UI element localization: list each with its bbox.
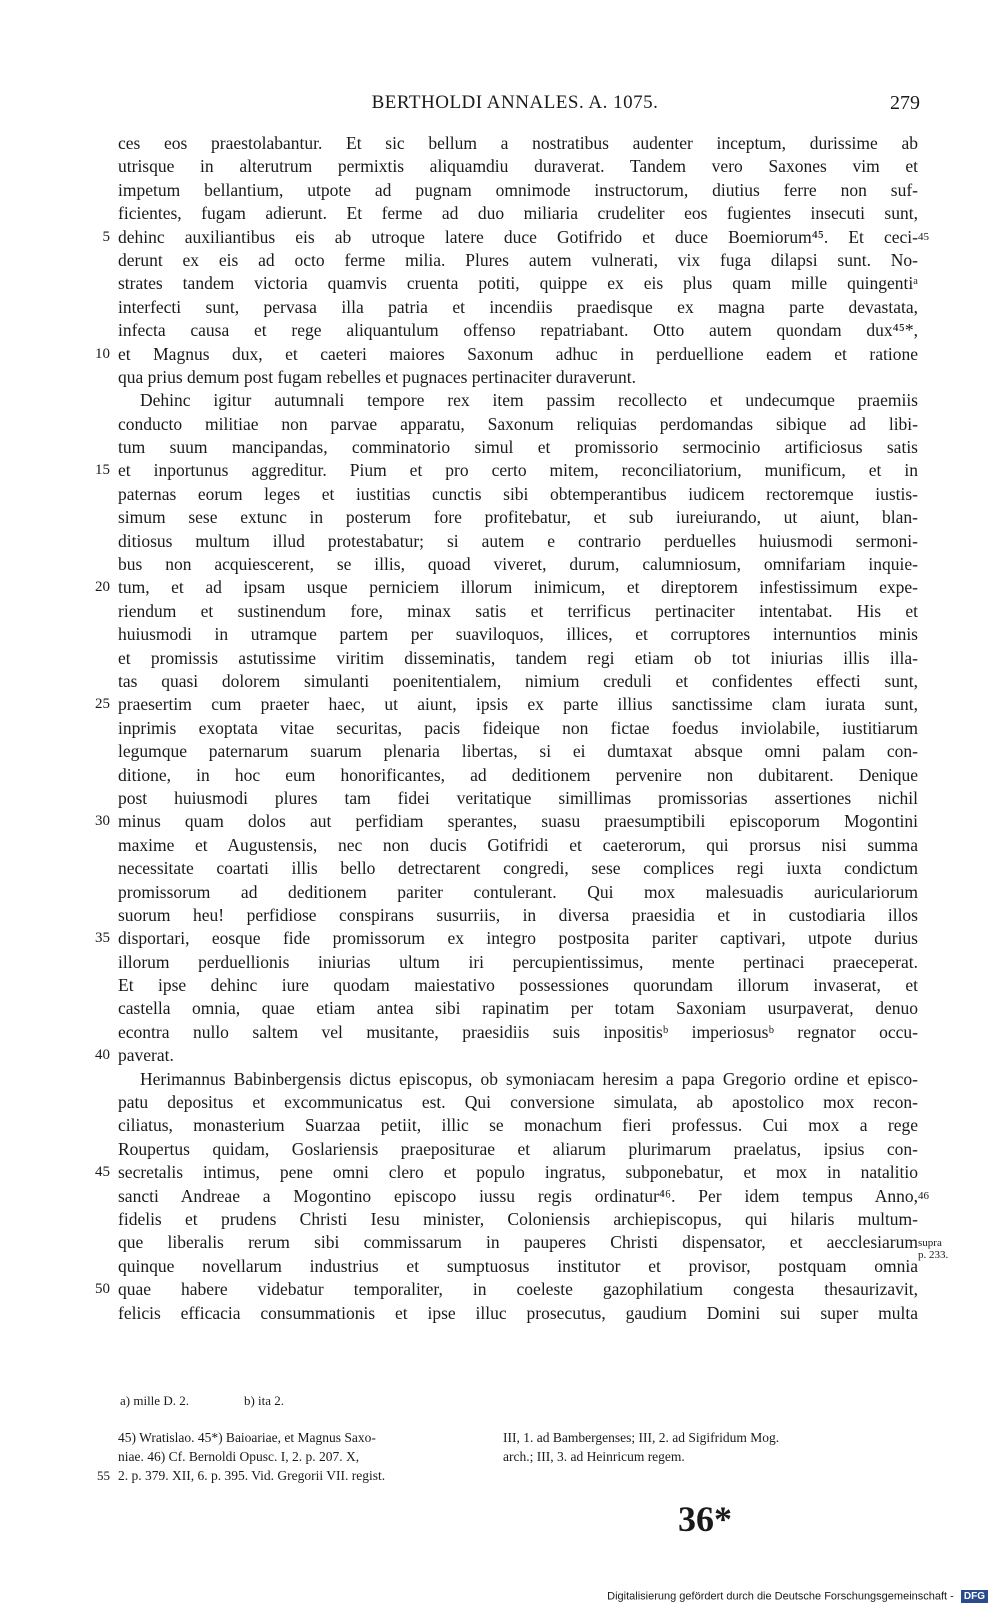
- text-line: [118, 1021, 918, 1044]
- line-number: 50: [95, 1281, 110, 1298]
- text-line: [118, 974, 918, 997]
- footnote-left-column: 2. p. 379. XII, 6. p. 395. Vid. Gregorii VII. regist.: [118, 1468, 386, 1483]
- margin-note: p. 233.: [918, 1248, 949, 1261]
- line-number: 40: [95, 1047, 110, 1064]
- line-text: huiusmodi in utramque partem per suaviloquos, illices, et corruptores internuntios minis: [118, 624, 918, 645]
- text-line: [118, 647, 918, 670]
- text-line: [95, 459, 918, 482]
- line-text: quinque novellarum industrius et sumptuosus institutor et provisor, postquam omnia: [118, 1255, 918, 1276]
- line-text: tum, et ad ipsam usque perniciem illorum inimicum, et direptorem infestissimum expe-: [118, 577, 918, 598]
- text-line: [95, 576, 918, 599]
- text-line: [95, 343, 918, 366]
- line-text: que liberalis rerum sibi commissarum in pauperes Christi dispensator, et aecclesiarum: [118, 1232, 918, 1253]
- footnote-left-column: niae. 46) Cf. Bernoldi Opusc. I, 2. p. 207. X,: [118, 1449, 360, 1464]
- line-text: simum sese extunc in posterum fore profitebatur, et sub iureiurando, ut aiunt, blan-: [118, 507, 918, 528]
- line-text: ditione, in hoc eum honorificantes, ad deditionem pervenire non dubitarent. Denique: [118, 764, 918, 785]
- line-text: maxime et Augustensis, nec non ducis Gotifridi et caeterorum, qui prorsus nisi summa: [118, 834, 918, 855]
- line-text: fidelis et prudens Christi Iesu minister, Coloniensis archiepiscopus, qui hilaris multum-: [118, 1208, 918, 1229]
- footnote-line: [118, 1428, 918, 1447]
- line-text: inprimis exoptata vitae securitas, pacis fideique non fictae foedus inviolabile, iustitiarum: [118, 717, 918, 738]
- credit-text: Digitalisierung gefördert durch die Deutsche Forschungsgemeinschaft -: [607, 1590, 954, 1603]
- line-number: 35: [95, 930, 110, 947]
- line-text: necessitate coartati illis bello detrectarent congredi, sese complices regi iuxta condictum: [118, 858, 918, 879]
- line-text: impetum bellantium, utpote ad pugnam omnimode instructorum, diutius ferre non suf-: [118, 179, 918, 200]
- line-text: secretalis intimus, pene omni clero et populo ingratus, subponebatur, et mox in natalitio: [118, 1162, 918, 1183]
- text-line: [118, 436, 918, 459]
- line-text: riendum et sustinendum fore, minax satis et terrificus pertinaciter intentabat. His et: [118, 600, 918, 621]
- text-line: [95, 693, 918, 716]
- line-text: tum suum mancipandas, comminatorio simul et promissorio sermocinio artificiosus satis: [118, 437, 918, 458]
- line-number: 15: [95, 462, 110, 479]
- line-text: paverat.: [118, 1045, 174, 1066]
- line-text: ficientes, fugam adierunt. Et ferme ad duo miliaria crudeliter eos fugientes insecuti sunt,: [118, 203, 918, 224]
- variant-readings: [120, 1393, 339, 1409]
- text-line: [118, 413, 918, 436]
- variant-note: b) ita 2.: [243, 1393, 285, 1408]
- line-text: praesertim cum praeter haec, ut aiunt, ipsis ex parte illius sanctissime clam iurata sunt,: [118, 694, 918, 715]
- text-line: [95, 1044, 918, 1067]
- text-line: [118, 132, 918, 155]
- footnote-line: [118, 1447, 918, 1466]
- line-number: 55: [97, 1468, 110, 1483]
- margin-note: supra: [918, 1236, 942, 1249]
- text-line: [118, 179, 918, 202]
- text-line: [118, 740, 918, 763]
- line-text: quae habere videbatur temporaliter, in coeleste gazophilatium congesta thesaurizavit,: [118, 1279, 918, 1300]
- line-text: patu depositus et excommunicatus est. Qui conversione simulata, ab apostolico mox recon-: [118, 1092, 918, 1113]
- text-line: [118, 1302, 918, 1325]
- text-line: [118, 997, 918, 1020]
- line-number: 25: [95, 696, 110, 713]
- footnotes: [97, 1428, 918, 1485]
- text-line: [118, 787, 918, 810]
- text-line: [118, 389, 918, 412]
- line-text: utrisque in alterutrum permixtis aliquamdiu duraverat. Tandem vero Saxones vim et: [118, 156, 918, 177]
- text-line: [118, 249, 918, 272]
- line-text: conducto militiae non parvae apparatu, Saxonum reliquias perdomandas sibique ad libi-: [118, 413, 918, 434]
- text-line: [118, 366, 918, 389]
- text-line: [118, 623, 918, 646]
- line-text: ditiosus multum illud protestabatur; si autem e contrario perduelles huiusmodi sermoni-: [118, 530, 918, 551]
- line-text: qua prius demum post fugam rebelles et pugnaces pertinaciter duraverunt.: [118, 366, 637, 387]
- footnote-right-column: arch.; III, 3. ad Heinricum regem.: [503, 1449, 685, 1464]
- margin-note: 45: [918, 230, 929, 243]
- text-line: [118, 1068, 918, 1091]
- text-line: [118, 834, 918, 857]
- text-line: [118, 272, 918, 295]
- line-text: illorum perduellionis iniurias ultum iri percupientissimus, mente pertinaci praeceperat.: [118, 951, 918, 972]
- line-text: post huiusmodi plures tam fidei veritatique simillimas promissorias assertiones nichil: [118, 787, 918, 808]
- line-number: 45: [95, 1164, 110, 1181]
- text-line: [118, 506, 918, 529]
- line-text: legumque paternarum suarum plenaria libertas, si ei dumtaxat absque omni palam con-: [118, 741, 918, 762]
- dfg-logo: DFG: [961, 1590, 988, 1603]
- page-number: 279: [890, 92, 920, 114]
- line-text: suorum heu! perfidiose conspirans susurriis, in diversa praesidia et in custodiaria illos: [118, 904, 918, 925]
- line-number: 5: [102, 228, 110, 245]
- text-line: [95, 1278, 918, 1301]
- text-line: [118, 764, 918, 787]
- line-text: et promissis astutissime viritim disseminatis, tandem regi etiam ob tot iniurias illis illa-: [118, 647, 918, 668]
- footnote-line: [97, 1466, 918, 1485]
- line-text: Herimannus Babinbergensis dictus episcopus, ob symoniacam heresim a papa Gregorio ordine et episco-: [140, 1068, 918, 1089]
- line-text: strates tandem victoria quamvis cruenta potiti, quippe ex eis plus quam mille quingentiᵃ: [118, 273, 918, 294]
- line-text: disportari, eosque fide promissorum ex integro postposita pariter captivari, utpote durius: [118, 928, 918, 949]
- text-line: [95, 927, 918, 950]
- text-line: [118, 857, 918, 880]
- line-text: et inportunus aggreditur. Pium et pro certo mitem, reconciliatorium, munificum, et in: [118, 460, 918, 481]
- text-line: [118, 1208, 918, 1231]
- footnote-right-column: III, 1. ad Bambergenses; III, 2. ad Sigifridum Mog.: [503, 1430, 780, 1445]
- text-line: [95, 1161, 918, 1184]
- line-number: 10: [95, 345, 110, 362]
- text-line: [102, 226, 918, 249]
- line-text: infecta causa et rege aliquantulum offenso repatriabant. Otto autem quondam dux⁴⁵*,: [118, 320, 918, 341]
- text-line: [118, 951, 918, 974]
- text-line: [118, 1185, 918, 1208]
- running-title: BERTHOLDI ANNALES. A. 1075.: [371, 92, 659, 113]
- main-text: [95, 132, 918, 1325]
- line-number: 30: [95, 813, 110, 830]
- line-text: ciliatus, monasterium Suarzaa petiit, illic se monachum fieri professus. Cui mox a rege: [118, 1115, 918, 1136]
- line-text: minus quam dolos aut perfidiam sperantes, suasu praesumptibili episcoporum Mogontini: [118, 811, 918, 832]
- margin-note: 46: [918, 1190, 929, 1202]
- line-text: promissorum ad deditionem pariter contulerant. Qui mox malesuadis auriculariorum: [118, 881, 918, 902]
- line-text: paternas eorum leges et iustitias cunctis sibi obtemperantibus iudicem rectoremque iustis-: [118, 483, 918, 504]
- line-text: Dehinc igitur autumnali tempore rex item passim recollecto et undecumque praemiis: [140, 390, 918, 411]
- text-line: [95, 810, 918, 833]
- running-header: [110, 92, 920, 118]
- text-line: [118, 296, 918, 319]
- text-line: [118, 1091, 918, 1114]
- line-text: derunt ex eis ad octo ferme milia. Plures autem vulnerati, vix fuga dilapsi sunt. No-: [118, 249, 918, 270]
- text-line: [118, 553, 918, 576]
- line-text: tas quasi dolorem simulanti poenitentialem, nimium creduli et confidentes effecti sunt,: [118, 670, 918, 691]
- line-text: sancti Andreae a Mogontino episcopo iussu regis ordinatur⁴⁶. Per idem tempus Anno,: [118, 1185, 918, 1206]
- text-line: [118, 1114, 918, 1137]
- text-line: [118, 881, 918, 904]
- line-text: dehinc auxiliantibus eis ab utroque latere duce Gotifrido et duce Boemiorum⁴⁵. Et ceci-: [118, 226, 918, 247]
- text-line: [118, 1138, 918, 1161]
- line-text: ces eos praestolabantur. Et sic bellum a nostratibus audenter inceptum, durissime ab: [118, 133, 918, 153]
- digitization-credit: [607, 1590, 988, 1603]
- line-text: econtra nullo saltem vel musitante, praesidiis suis inpositisᵇ imperiosusᵇ regnator occu-: [118, 1021, 918, 1042]
- text-line: [118, 600, 918, 623]
- line-number: 20: [95, 579, 110, 596]
- text-line: [118, 483, 918, 506]
- text-line: [118, 202, 918, 225]
- line-text: interfecti sunt, pervasa illa patria et incendiis praedisque ex magna parte devastata,: [118, 296, 918, 317]
- line-text: felicis efficacia consummationis et ipse illuc prosecutus, gaudium Domini sui super multa: [118, 1302, 918, 1323]
- text-line: [118, 1255, 918, 1278]
- text-line: [118, 155, 918, 178]
- line-text: et Magnus dux, et caeteri maiores Saxonum adhuc in perduellione eadem et ratione: [118, 343, 918, 364]
- line-text: castella omnia, quae etiam antea sibi rapinatim per totam Saxoniam usurpaverat, denuo: [118, 998, 918, 1019]
- variant-note: a) mille D. 2.: [120, 1393, 189, 1408]
- line-text: Roupertus quidam, Goslariensis praepositurae et aliarum plurimarum praelatus, ipsius con-: [118, 1138, 918, 1159]
- text-line: [118, 319, 918, 342]
- text-line: [118, 717, 918, 740]
- line-text: Et ipse dehinc iure quodam maiestativo possessiones quorundam illorum invaserat, et: [118, 975, 918, 996]
- footnote-left-column: 45) Wratislao. 45*) Baioariae, et Magnus Saxo-: [118, 1430, 376, 1445]
- text-line: [118, 1231, 918, 1254]
- text-line: [118, 530, 918, 553]
- text-line: [118, 670, 918, 693]
- text-line: [118, 904, 918, 927]
- signature-mark: 36*: [678, 1499, 732, 1539]
- line-text: bus non acquiescerent, se illis, quoad viveret, durum, calumniosum, omnifariam inquie-: [118, 554, 918, 575]
